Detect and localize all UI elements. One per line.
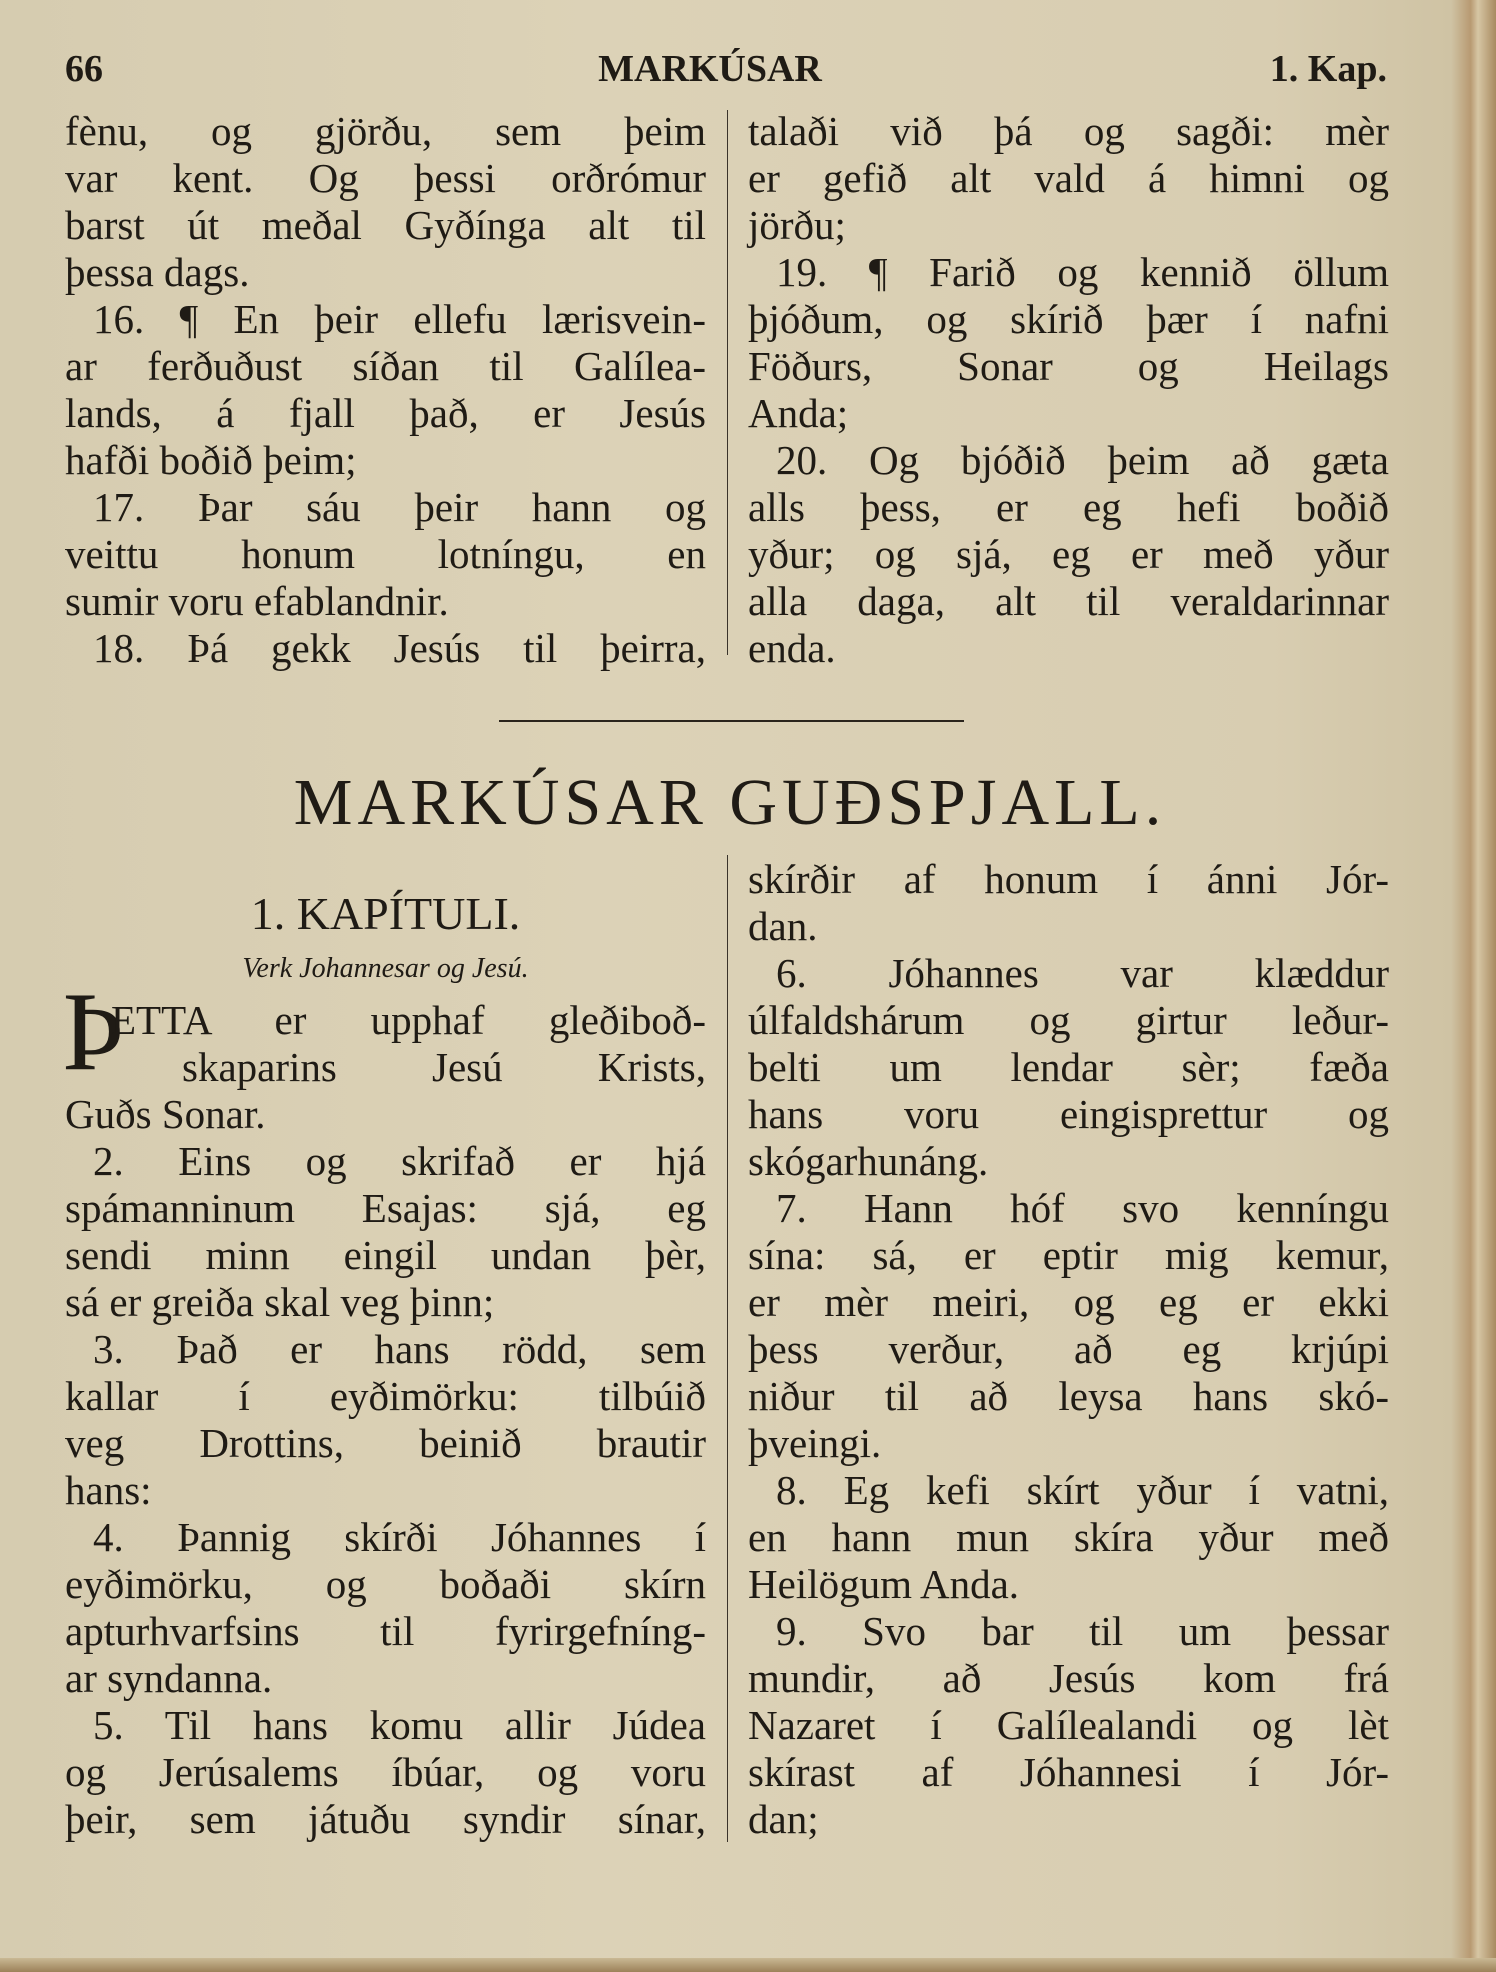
section-rule <box>499 720 964 722</box>
verse-line: 2. Eins og skrifað er hjá <box>93 1138 706 1184</box>
column-divider-bottom <box>727 855 728 1842</box>
text-line: sá er greiða skal veg þinn; <box>65 1279 495 1325</box>
text-line: sína: sá, er eptir mig kemur, <box>748 1232 1389 1278</box>
text-line: dan; <box>748 1796 819 1842</box>
text-line: alls þess, er eg hefi boðið <box>748 484 1389 530</box>
verse-line: 17. Þar sáu þeir hann og <box>93 484 706 530</box>
book-title: MARKÚSAR GUÐSPJALL. <box>293 766 1167 839</box>
text-line: veittu honum lotníngu, en <box>65 531 706 577</box>
verse-line: 5. Til hans komu allir Júdea <box>93 1702 706 1748</box>
text-line: mundir, að Jesús kom frá <box>748 1655 1389 1701</box>
text-line: belti um lendar sèr; fæða <box>748 1044 1389 1090</box>
text-line: eyðimörku, og boðaði skírn <box>65 1561 706 1607</box>
text-line: ar ferðuðust síðan til Galílea- <box>65 343 706 389</box>
chapter-subtitle: Verk Johannesar og Jesú. <box>242 953 529 984</box>
text-line: Nazaret í Galílealandi og lèt <box>748 1702 1389 1748</box>
column-divider-top <box>727 110 728 655</box>
text-line: barst út meðal Gyðínga alt til <box>65 202 706 248</box>
verse-line: 4. Þannig skírði Jóhannes í <box>93 1514 706 1560</box>
text-line: lands, á fjall það, er Jesús <box>65 390 706 436</box>
text-line: sumir voru efablandnir. <box>65 578 449 624</box>
text-line: Anda; <box>748 390 849 436</box>
text-line: er gefið alt vald á himni og <box>748 155 1389 201</box>
text-line: spámanninum Esajas: sjá, eg <box>65 1185 706 1231</box>
text-line: skírast af Jóhannesi í Jór- <box>748 1749 1389 1795</box>
text-line: úlfaldshárum og girtur leður- <box>748 997 1389 1043</box>
chapter-heading: 1. KAPÍTULI. <box>250 888 521 939</box>
page-number: 66 <box>65 48 103 90</box>
chapter-reference: 1. Kap. <box>1269 48 1387 90</box>
verse-line: 9. Svo bar til um þessar <box>776 1608 1389 1654</box>
text-line: þveingi. <box>748 1420 882 1466</box>
bottom-right-column <box>748 856 1389 1843</box>
verse-line: 16. ¶ En þeir ellefu lærisvein- <box>93 296 706 342</box>
text-line: fènu, og gjörðu, sem þeim <box>65 108 706 154</box>
text-line: apturhvarfsins til fyrirgefníng- <box>65 1608 706 1654</box>
text-line: hans voru eingisprettur og <box>748 1091 1389 1137</box>
verse-line: 3. Það er hans rödd, sem <box>93 1326 706 1372</box>
text-line: alla daga, alt til veraldarinnar <box>748 578 1389 624</box>
verse-line: 18. Þá gekk Jesús til þeirra, <box>93 625 706 671</box>
text-line: Föðurs, Sonar og Heilags <box>748 343 1389 389</box>
drop-cap: Þ <box>62 970 125 1094</box>
text-line: skaparins Jesú Krists, <box>182 1044 706 1090</box>
page-edge <box>0 1958 1496 1972</box>
verse-line: 6. Jóhannes var klæddur <box>776 950 1389 996</box>
text-line: hans: <box>65 1467 152 1513</box>
top-right-column <box>748 108 1389 672</box>
text-line: ar syndanna. <box>65 1655 273 1701</box>
text-line: Guðs Sonar. <box>65 1091 266 1137</box>
text-line: þessa dags. <box>65 249 250 295</box>
text-line: þess verður, að eg krjúpi <box>748 1326 1389 1372</box>
verse-line: 19. ¶ Farið og kennið öllum <box>776 249 1389 295</box>
text-line: hafði boðið þeim; <box>65 437 357 483</box>
text-line: en hann mun skíra yður með <box>748 1514 1389 1560</box>
text-line: ETTA er upphaf gleðiboð- <box>111 997 706 1043</box>
top-left-column <box>65 108 706 672</box>
text-line: dan. <box>748 903 818 949</box>
text-line: skógarhunáng. <box>748 1138 989 1184</box>
running-title: MARKÚSAR <box>598 48 822 90</box>
verse-line: 20. Og bjóðið þeim að gæta <box>776 437 1389 483</box>
text-line: jörðu; <box>748 202 846 248</box>
text-line: talaði við þá og sagði: mèr <box>748 108 1389 154</box>
text-line: var kent. Og þessi orðrómur <box>65 155 706 201</box>
text-line: veg Drottins, beinið brautir <box>65 1420 706 1466</box>
text-line: kallar í eyðimörku: tilbúið <box>65 1373 706 1419</box>
text-line: yður; og sjá, eg er með yður <box>748 531 1389 577</box>
verse-line: 8. Eg kefi skírt yður í vatni, <box>776 1467 1389 1513</box>
verse-line: 7. Hann hóf svo kenníngu <box>776 1185 1389 1231</box>
text-line: skírðir af honum í ánni Jór- <box>748 856 1389 902</box>
text-line: þeir, sem játuðu syndir sínar, <box>65 1796 706 1842</box>
bottom-left-column <box>65 997 706 1843</box>
text-line: sendi minn eingil undan þèr, <box>65 1232 706 1278</box>
text-line: niður til að leysa hans skó- <box>748 1373 1389 1419</box>
text-line: Heilögum Anda. <box>748 1561 1020 1607</box>
text-line: er mèr meiri, og eg er ekki <box>748 1279 1389 1325</box>
text-line: enda. <box>748 625 836 671</box>
text-line: og Jerúsalems íbúar, og voru <box>65 1749 706 1795</box>
text-line: þjóðum, og skírið þær í nafni <box>748 296 1389 342</box>
